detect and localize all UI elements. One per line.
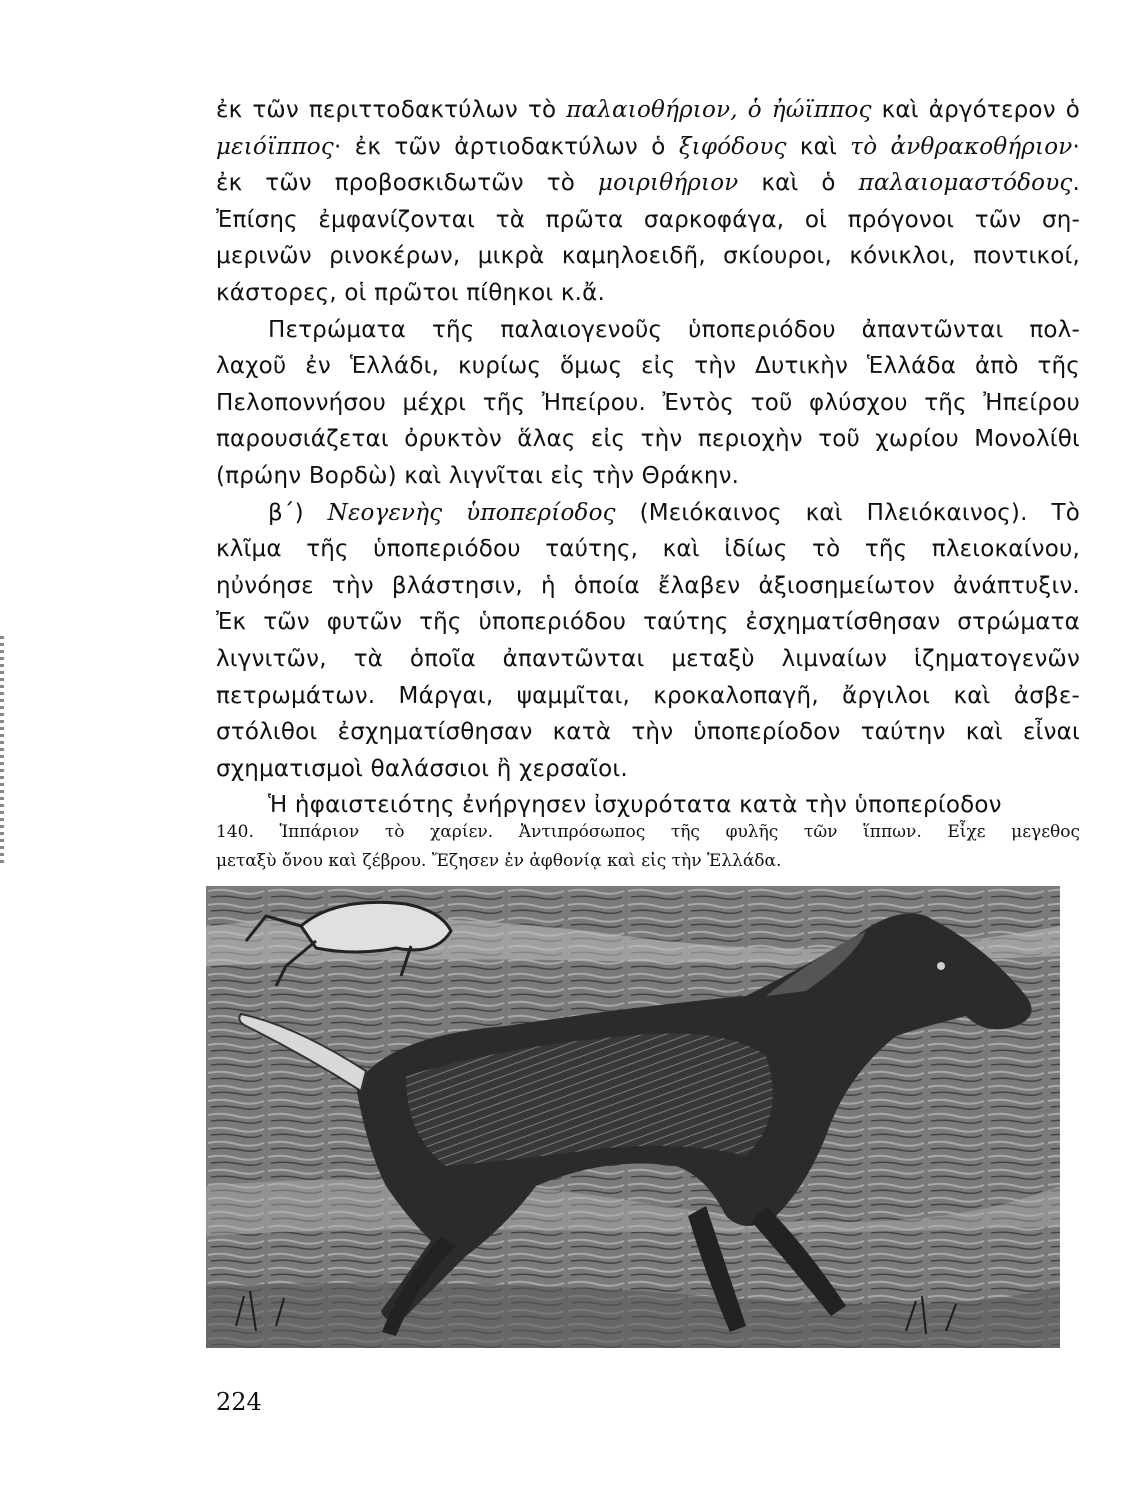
- text-line: [216, 129, 1080, 166]
- text-line: [216, 312, 1080, 349]
- text-line: [216, 458, 1080, 495]
- text-segment: Ἐκ τῶν φυτῶν τῆς ὑποπεριόδου ταύτης ἐσχηματίσθησαν στρώματα: [216, 609, 1080, 636]
- text-segment: β΄): [268, 499, 328, 526]
- text-segment: καὶ: [786, 133, 851, 160]
- text-segment: Ἐπίσης ἐμφανίζονται τὰ πρῶτα σαρκοφάγα, οἱ πρόγονοι τῶν ση-: [216, 206, 1080, 233]
- text-segment: πετρωμάτων. Μάργαι, ψαμμῖται, κροκαλοπαγῆ, ἄργιλοι καὶ ἀσβε-: [216, 682, 1080, 709]
- text-line: [216, 641, 1080, 678]
- text-segment: · ἐκ τῶν ἀρτιοδακτύλων ὁ: [333, 133, 679, 160]
- text-line: [216, 238, 1080, 275]
- text-segment: (πρώην Βορδὼ) καὶ λιγνῖται εἰς τὴν Θράκην.: [216, 462, 740, 489]
- body-text: [216, 92, 1080, 824]
- text-segment: Πελοποννήσου μέχρι τῆς Ἠπείρου. Ἐντὸς τοῦ φλύσχου τῆς Ἠπείρου: [216, 389, 1080, 416]
- text-segment: Ἡ ἡφαιστειότης ἐνήργησεν ἰσχυρότατα κατὰ τὴν ὑποπερίοδον: [268, 792, 1002, 819]
- figure-hipparion-illustration: [206, 886, 1060, 1348]
- text-line: [216, 348, 1080, 385]
- text-line: [216, 714, 1080, 751]
- text-segment: .: [1072, 170, 1080, 197]
- text-segment: τὸ ἀνθρακοθήριον: [850, 133, 1073, 160]
- text-segment: ἐκ τῶν περιττοδακτύλων τὸ: [216, 97, 567, 123]
- text-segment: παλαιοθήριον, ὁ ἠώϊππος: [566, 97, 872, 123]
- text-segment: κάστορες, οἱ πρῶτοι πίθηκοι κ.ἄ.: [216, 279, 605, 306]
- text-line: [216, 604, 1080, 641]
- text-line: [216, 678, 1080, 715]
- text-line: [216, 385, 1080, 422]
- text-line: [216, 165, 1080, 202]
- text-segment: κλῖμα τῆς ὑποπεριόδου ταύτης, καὶ ἰδίως τὸ τῆς πλειοκαίνου,: [216, 536, 1080, 563]
- text-segment: ξιφόδους: [678, 133, 787, 160]
- text-segment: καὶ ἀργότερον ὁ: [871, 97, 1080, 123]
- text-segment: μερινῶν ρινοκέρων, μικρὰ καμηλοειδῆ, σκίουροι, κόνικλοι, ποντικοί,: [216, 243, 1080, 270]
- caption-line-2: μεταξὺ ὄνου καὶ ζέβρου. Ἔζησεν ἐν ἀφθονίᾳ καὶ εἰς τὴν Ἑλλάδα.: [216, 851, 782, 871]
- text-segment: παλαιομαστόδους: [858, 170, 1073, 197]
- scan-edge-mark: [0, 636, 4, 866]
- text-segment: Πετρώματα τῆς παλαιογενοῦς ὑποπεριόδου ἀπαντῶνται πολ-: [268, 316, 1080, 343]
- page-number: 224: [216, 1388, 262, 1416]
- hipparion-drawing: [206, 886, 1060, 1348]
- text-segment: παρουσιάζεται ὀρυκτὸν ἅλας εἰς τὴν περιοχὴν τοῦ χωρίου Μονολίθι: [216, 426, 1080, 453]
- text-line: [216, 202, 1080, 239]
- text-segment: λαχοῦ ἐν Ἑλλάδι, κυρίως ὅμως εἰς τὴν Δυτικὴν Ἑλλάδα ἀπὸ τῆς: [216, 353, 1080, 380]
- text-segment: ·: [1072, 133, 1080, 160]
- text-segment: λιγνιτῶν, τὰ ὁποῖα ἀπαντῶνται μεταξὺ λιμναίων ἱζηματογενῶν: [216, 645, 1080, 672]
- text-segment: ἐκ τῶν προβοσκιδωτῶν τὸ: [216, 170, 598, 197]
- text-line: [216, 568, 1080, 605]
- text-segment: καὶ ὁ: [738, 170, 859, 197]
- text-segment: σχηματισμοὶ θαλάσσιοι ἢ χερσαῖοι.: [216, 755, 628, 782]
- caption-line-1: 140. Ἱππάριον τὸ χαρίεν. Ἀντιπρόσωπος τῆς φυλῆς τῶν ἵππων. Εἶχε μεγεθος: [216, 822, 1080, 842]
- text-segment: στόλιθοι ἐσχηματίσθησαν κατὰ τὴν ὑποπερίοδον ταύτην καὶ εἶναι: [216, 719, 1080, 746]
- text-line: [216, 751, 1080, 788]
- text-segment: Νεογενὴς ὑποπερίοδος: [327, 499, 616, 526]
- text-line: [216, 495, 1080, 532]
- text-segment: ηὐνόησε τὴν βλάστησιν, ἡ ὁποία ἔλαβεν ἀξιοσημείωτον ἀνάπτυξιν.: [216, 572, 1080, 599]
- text-segment: μοιριθήριον: [597, 170, 739, 197]
- text-line: [216, 421, 1080, 458]
- text-segment: μειόϊππος: [216, 133, 334, 160]
- text-segment: (Μειόκαινος καὶ Πλειόκαινος). Τὸ: [615, 499, 1080, 526]
- figure-caption: [216, 818, 1080, 876]
- text-line: [216, 275, 1080, 312]
- text-line: [216, 531, 1080, 568]
- text-line: [216, 92, 1080, 129]
